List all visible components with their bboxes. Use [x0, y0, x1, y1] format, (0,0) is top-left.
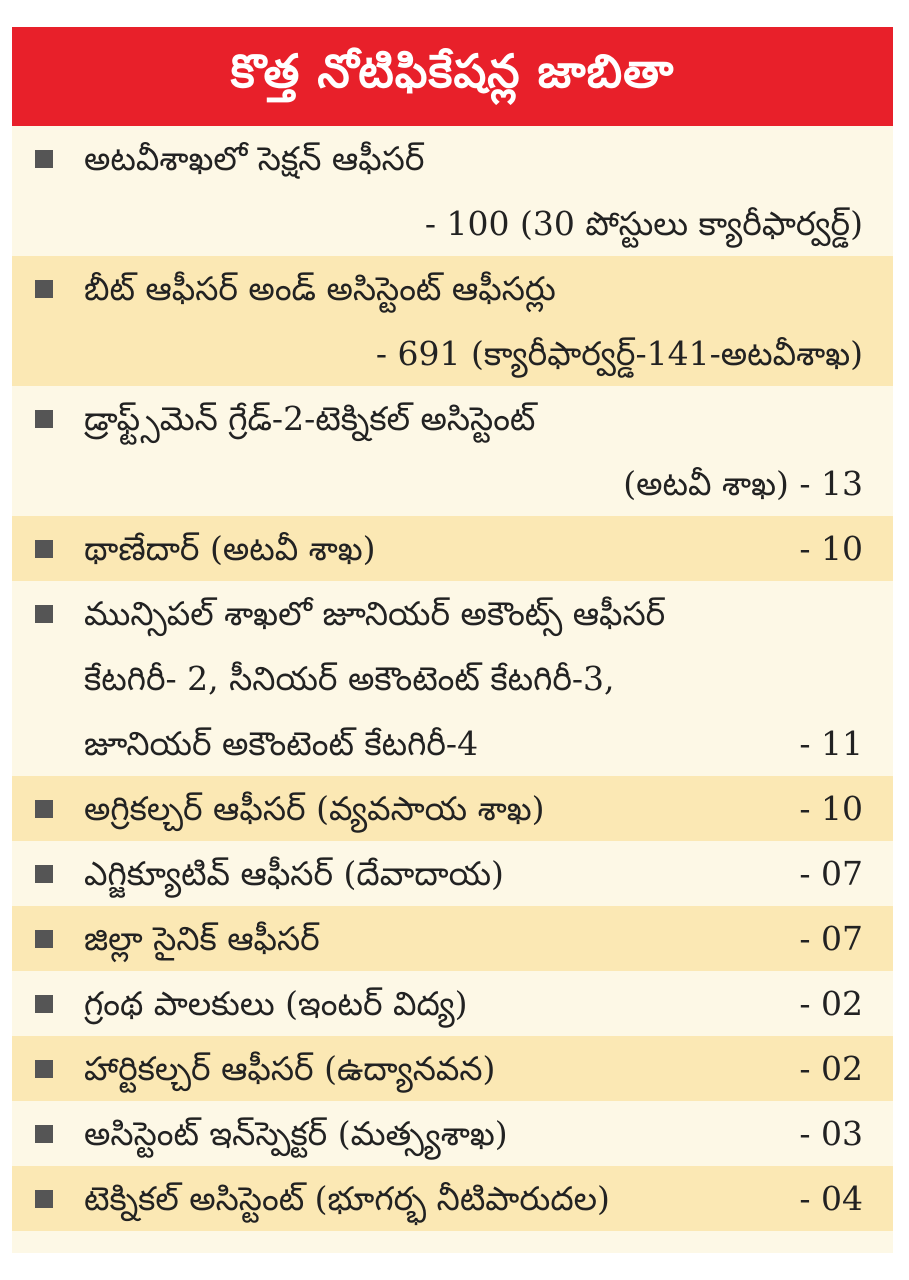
item-count: - 02 [799, 1049, 863, 1088]
item-count: - 100 (30 పోస్టులు క్యారీఫార్వర్డ్) [424, 204, 863, 243]
item-line [84, 906, 863, 971]
item-line [84, 841, 863, 906]
item-line [84, 321, 863, 386]
item-line [84, 126, 863, 191]
list-item [12, 1101, 893, 1166]
square-bullet-icon [35, 995, 53, 1013]
item-line [84, 386, 863, 451]
item-text: జూనియర్ అకౌంటెంట్ కేటగిరీ-4 [84, 724, 479, 763]
item-text: టెక్నికల్ అసిస్టెంట్ (భూగర్భ నీటిపారుదల) [84, 1179, 610, 1218]
square-bullet-icon [35, 930, 53, 948]
item-count: - 11 [799, 724, 863, 763]
item-line [84, 1036, 863, 1101]
notification-list [12, 126, 893, 1231]
square-bullet-icon [35, 1125, 53, 1143]
item-count: (అటవీ శాఖ) - 13 [623, 464, 863, 503]
list-item [12, 256, 893, 386]
square-bullet-icon [35, 540, 53, 558]
item-line [84, 711, 863, 776]
item-line [84, 776, 863, 841]
item-text: హార్టికల్చర్ ఆఫీసర్ (ఉద్యానవన) [84, 1049, 496, 1088]
item-text: కేటగిరీ- 2, సీనియర్ అకౌంటెంట్ కేటగిరీ-3, [84, 659, 615, 698]
square-bullet-icon [35, 865, 53, 883]
item-line [84, 1166, 863, 1231]
item-text: గ్రంథ పాలకులు (ఇంటర్ విద్య) [84, 984, 468, 1023]
list-item [12, 776, 893, 841]
item-text: థాణేదార్ (అటవీ శాఖ) [84, 529, 376, 568]
square-bullet-icon [35, 410, 53, 428]
list-item [12, 516, 893, 581]
item-text: అటవీశాఖలో సెక్షన్ ఆఫీసర్ [84, 139, 425, 178]
item-line [84, 1101, 863, 1166]
item-count: - 691 (క్యారీఫార్వర్డ్-141-అటవీశాఖ) [375, 334, 863, 373]
square-bullet-icon [35, 280, 53, 298]
item-line [84, 191, 863, 256]
item-line [84, 646, 863, 711]
item-line [84, 516, 863, 581]
list-item [12, 126, 893, 256]
item-line [84, 451, 863, 516]
list-item [12, 581, 893, 776]
list-item [12, 841, 893, 906]
notification-list-card [12, 27, 893, 1253]
item-text: అగ్రికల్చర్ ఆఫీసర్ (వ్యవసాయ శాఖ) [84, 789, 545, 828]
item-count: - 04 [799, 1179, 863, 1218]
item-line [84, 971, 863, 1036]
square-bullet-icon [35, 1060, 53, 1078]
item-line [84, 256, 863, 321]
list-item [12, 386, 893, 516]
list-item [12, 906, 893, 971]
item-count: - 03 [799, 1114, 863, 1153]
square-bullet-icon [35, 800, 53, 818]
item-text: అసిస్టెంట్ ఇన్‌స్పెక్టర్ (మత్స్యశాఖ) [84, 1114, 508, 1153]
list-item [12, 1036, 893, 1101]
item-text: జిల్లా సైనిక్ ఆఫీసర్ [84, 919, 320, 958]
item-count: - 10 [799, 789, 863, 828]
square-bullet-icon [35, 150, 53, 168]
square-bullet-icon [35, 1190, 53, 1208]
item-count: - 02 [799, 984, 863, 1023]
item-count: - 07 [799, 854, 863, 893]
list-item [12, 971, 893, 1036]
item-count: - 07 [799, 919, 863, 958]
item-text: బీట్ ఆఫీసర్ అండ్ అసిస్టెంట్ ఆఫీసర్లు [84, 269, 556, 308]
list-item [12, 1166, 893, 1231]
item-text: మున్సిపల్ శాఖలో జూనియర్ అకౌంట్స్ ఆఫీసర్ [84, 594, 666, 633]
page-bottom-edge [0, 1253, 909, 1280]
item-text: ఎగ్జిక్యూటివ్ ఆఫీసర్ (దేవాదాయ) [84, 854, 504, 893]
list-title: కొత్త నోటిఫికేషన్ల జాబితా [12, 27, 893, 126]
item-count: - 10 [799, 529, 863, 568]
item-text: డ్రాఫ్ట్స్‌మెన్ గ్రేడ్-2-టెక్నికల్ అసిస్టెంట్ [84, 399, 536, 438]
item-line [84, 581, 863, 646]
square-bullet-icon [35, 605, 53, 623]
